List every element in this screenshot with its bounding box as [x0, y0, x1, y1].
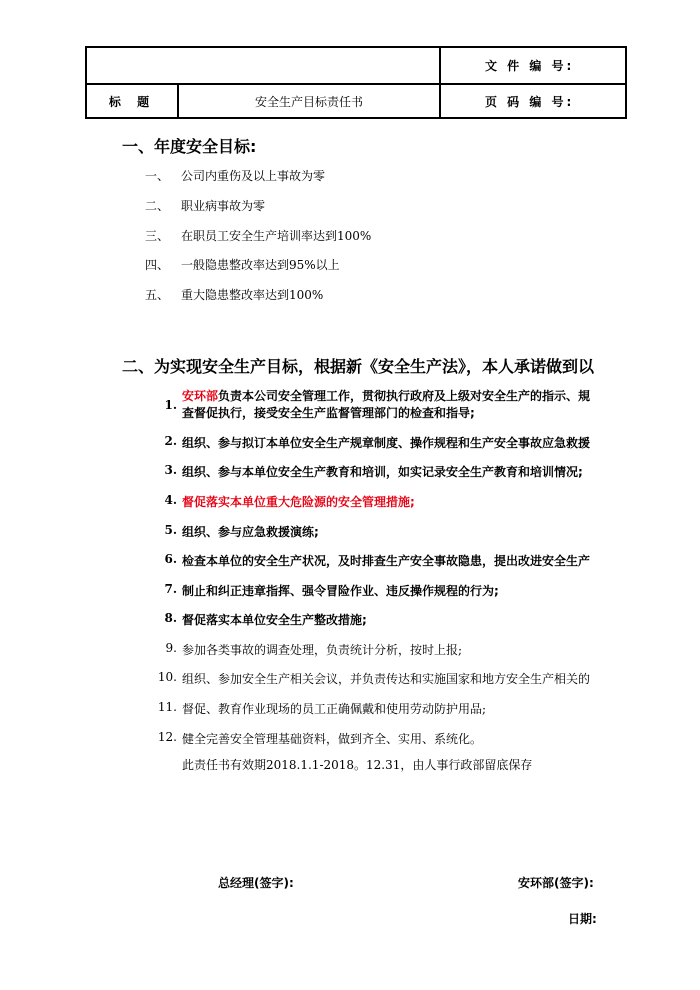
- goal-item: 三、 在职员工安全生产培训率达到100%: [145, 229, 372, 243]
- gm-signature-label: 总经理(签字):: [218, 876, 294, 890]
- document-title: 安全生产目标责任书: [178, 84, 440, 118]
- goal-item: 五、 重大隐患整改率达到100%: [145, 288, 324, 302]
- validity-note: 此责任书有效期2018.1.1-2018。12.31，由人事行政部留底保存: [182, 758, 533, 772]
- dept-highlight: 安环部: [182, 389, 219, 403]
- dept-signature-label: 安环部(签字):: [518, 876, 594, 890]
- section2-heading: 二、为实现安全生产目标，根据新《安全生产法》，本人承诺做到以: [122, 357, 595, 376]
- section1-heading: 一、年度安全目标:: [122, 137, 257, 156]
- commitments-clip: 二、为实现安全生产目标，根据新《安全生产法》，本人承诺做到以 1. 安环部负责本公司安全管理工作，贯彻执行政府及上级对安全生产的指示、規 查督促执行，接受安全生产监督管理部门的检查和指导; 2. 组织、参与拟订本单位安全生产规章制度、操作规程和生产安全事故应急救援 3. 组织、参与本单位安全生产教育和培训，如实记录安全生产教育和培训情况; 4. 督促落实本单位重大危险源的安全管理措施; 5. 组织、参与应急救援演练; 6. 检查本单位的安全生产状况，及时排查生产安全事故隐患，提出改进安全生产 7. 制止和纠正违章指挥、强令冒险作业、违反操作规程的行为; 8. 督促落实本单位安全生产整改措施; 9. 参加各类事故的调查处理，负责统计分析，按时上报; 10. 组织、参加安全生产相关会议，并负责传达和实施国家和地方安全生产相关的 11. 督促、教育作业现场的员工正确佩戴和使用劳动防护用品; 12. 健全完善安全管理基础资料，做到齐全、实用、系统化。 此责任书有效期2018.1.1-2018。12.31，由人事行政部留底保存: [0, 0, 613, 990]
- goal-item: 四、 一般隐患整改率达到95%以上: [145, 258, 340, 272]
- date-label: 日期:: [568, 912, 597, 926]
- page-number-label: 页 码 编 号:: [440, 84, 626, 118]
- goal-item: 二、 职业病事故为零: [145, 199, 266, 213]
- file-number-label: 文 件 编 号:: [440, 47, 626, 84]
- title-label: 标 题: [86, 84, 178, 118]
- goal-item: 一、 公司内重伤及以上事故为零: [145, 169, 326, 183]
